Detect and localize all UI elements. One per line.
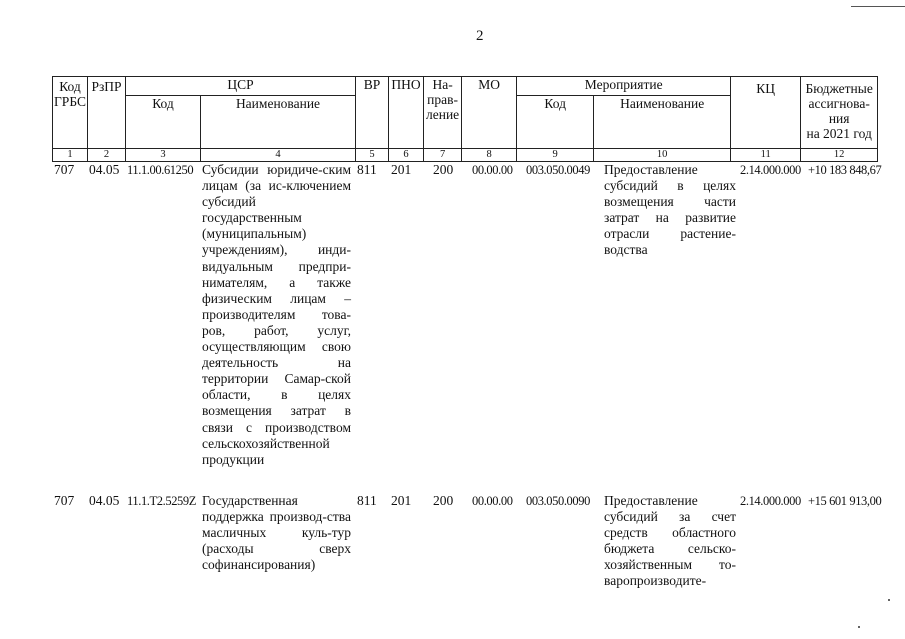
cell-pno: 201 <box>391 162 412 177</box>
header-pno: ПНО <box>389 77 424 149</box>
scan-speck <box>888 599 890 601</box>
col-number: 1 <box>53 149 88 162</box>
scan-speck <box>858 626 860 628</box>
header-kod-grbs: Код ГРБС <box>53 77 88 149</box>
header-napr-line2: прав- <box>427 92 458 107</box>
header-csr-kod: Код <box>126 96 201 149</box>
header-csr-name: Наименование <box>201 96 356 149</box>
cell-csr-code: 11.1.00.61250 <box>127 163 194 177</box>
header-mer-name: Наименование <box>594 96 731 149</box>
cell-csr-code: 11.1.T2.5259Z <box>127 494 196 508</box>
header-napr-line1: На- <box>432 77 453 92</box>
cell-mo: 00.00.00 <box>472 494 513 508</box>
cell-grbs: 707 <box>54 162 75 177</box>
scan-edge-line <box>851 6 905 7</box>
cell-napr: 200 <box>433 493 454 508</box>
cell-mer-name: Предоставление субсидий в целях возмещения части затрат на развитие отрасли растение-водства <box>604 162 736 258</box>
cell-rzpr: 04.05 <box>89 493 120 508</box>
cell-vr: 811 <box>357 493 377 508</box>
header-budget-line3: ния <box>828 111 850 126</box>
col-number: 2 <box>88 149 126 162</box>
cell-kc: 2.14.000.000 <box>740 494 801 508</box>
cell-mer-code: 003.050.0090 <box>526 494 590 508</box>
cell-kc: 2.14.000.000 <box>740 163 801 177</box>
col-number: 3 <box>126 149 201 162</box>
cell-amount: +15 601 913,00 <box>808 494 882 508</box>
header-budget-line4: на 2021 год <box>806 126 872 141</box>
col-number: 4 <box>201 149 356 162</box>
cell-csr-name: Субсидии юридиче-ским лицам (за ис-ключением субсидий государственным (муниципальным) учреждениям), инди-видуальным предпри-нимателям, а также физическим лицам – производителям това-ров, работ, услуг, осуществляющим свою деятельность на территории Самар-ской области, в целях возмещения затрат в связи с производством сельскохозяйственной продукции <box>202 162 351 467</box>
col-number: 6 <box>389 149 424 162</box>
header-vr: ВР <box>356 77 389 149</box>
col-number: 10 <box>594 149 731 162</box>
cell-vr: 811 <box>357 162 377 177</box>
header-budget <box>801 77 878 149</box>
cell-amount: +10 183 848,67 <box>808 163 882 177</box>
cell-napr: 200 <box>433 162 454 177</box>
col-number: 9 <box>517 149 594 162</box>
header-meropriyatie: Мероприятие <box>517 77 731 96</box>
col-number: 7 <box>424 149 462 162</box>
cell-grbs: 707 <box>54 493 75 508</box>
col-number: 11 <box>731 149 801 162</box>
cell-mer-code: 003.050.0049 <box>526 163 590 177</box>
header-mer-kod: Код <box>517 96 594 149</box>
header-mo: МО <box>462 77 517 149</box>
col-number: 5 <box>356 149 389 162</box>
header-csr: ЦСР <box>126 77 356 96</box>
cell-csr-name: Государственная поддержка производ-ства масличных куль-тур (расходы сверх софинансирования) <box>202 493 351 573</box>
col-number: 8 <box>462 149 517 162</box>
header-budget-line2: ассигнова- <box>808 96 870 111</box>
header-napravlenie <box>424 77 462 149</box>
cell-pno: 201 <box>391 493 412 508</box>
cell-rzpr: 04.05 <box>89 162 120 177</box>
header-kc: КЦ <box>731 77 801 149</box>
col-number: 12 <box>801 149 878 162</box>
header-rzpr: РзПР <box>88 77 126 149</box>
page-number: 2 <box>476 28 484 44</box>
cell-mo: 00.00.00 <box>472 163 513 177</box>
header-budget-line1: Бюджетные <box>805 81 873 96</box>
header-napr-line3: ление <box>426 107 460 122</box>
cell-mer-name: Предоставление субсидий за счет средств областного бюджета сельско-хозяйственным то-варопроизводите- <box>604 493 736 589</box>
budget-table-header <box>52 76 878 162</box>
